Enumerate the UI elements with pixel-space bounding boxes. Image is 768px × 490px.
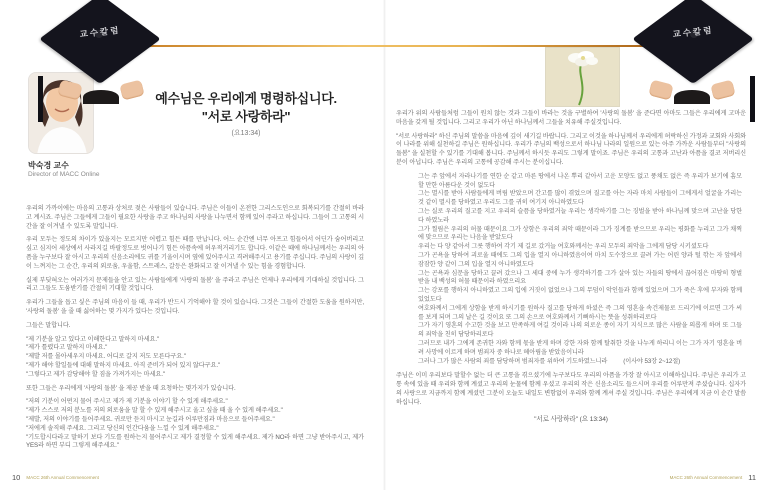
quote-line: "기도합시다라고 말하기 보다 기도를 원하는지 물어주시고 제가 결정할 수 있게 해주세요. 제가 NO라 하면 그냥 받아주시고, 제가 YES라 하면 부디 그렇게 해주세요." xyxy=(26,433,364,450)
hand-icon xyxy=(119,80,144,101)
scripture-verse: 그가 자기 영혼의 수고한 것을 보고 만족하게 여길 것이라 나의 의로운 종이 자기 지식으로 많은 사람을 의롭게 하며 또 그들의 죄악을 친히 담당하리로다 xyxy=(418,322,742,339)
corner-badge-label: 교수칼럼 xyxy=(672,24,714,40)
flower-illustration xyxy=(546,48,619,106)
scripture-verse: 우리는 다 양 같아서 그릇 행하여 각기 제 길로 갔거늘 여호와께서는 우리 모두의 죄악을 그에게 담당 시키셨도다 xyxy=(418,243,709,251)
article-body-right xyxy=(396,110,746,424)
quote-line: "제가 해야 할일들에 대해 말하지 마세요. 아직 준비가 되어 있지 않다구요." xyxy=(26,361,221,369)
scripture-verse-text: 그러나 그가 많은 사람의 죄를 담당하며 범죄자를 위하여 기도하였느니라 xyxy=(418,357,608,365)
scripture-block xyxy=(418,173,742,367)
paragraph: "서로 사랑하라" 하신 주님의 말씀을 마음에 깊이 새기길 바랍니다. 그리고 이것을 하나님께서 우리에게 허락하신 가정과 교회와 사회와 이 나라를 위해 실천하길 주님은 원하십니다. 우리가 주님의 백성으로서 하나님 나라의 일원으로 있는 아주 가까운 사람들부터 "사랑의 돌봄" 을 실천할 수 있기를 기대해 봅니다. 주님께서 하시듯 우리도 그렇게 말이죠. 주님은 우리의 고통과 고난과 아픔을 결코 저버리신 분이 아닙니다. 주님은 우리의 고통에 공감해 주시는 분이십니다. xyxy=(396,132,746,166)
scripture-verse: 그는 주 앞에서 자라나기를 연한 순 같고 마른 땅에서 나온 뿌리 같아서 고운 모양도 없고 풍채도 없은 즉 우리가 보기에 흠모할 만한 아름다운 것이 없도다 xyxy=(418,172,742,189)
graduate-head xyxy=(83,90,119,104)
corner-badge-label: 교수칼럼 xyxy=(79,24,121,40)
center-fold xyxy=(383,0,386,490)
scripture-reference: (이사야 53장 2~12절) xyxy=(623,357,681,365)
scripture-verse: 그는 멸시를 받아 사람들에게 버림 받았으며 간고를 많이 겪었으며 질고를 아는 자라 마치 사람들이 그에게서 얼굴을 가리는 것 같이 멸시를 당하였고 우리도 그를 귀히 여기지 아니하였도다 xyxy=(418,190,742,207)
page-number: 10 xyxy=(12,473,21,482)
hand-icon xyxy=(57,80,82,101)
scripture-verse: 여호와께서 그에게 상함을 받게 하시기를 원하사 질고를 당하게 하셨은 즉 그의 영혼을 속건제물로 드리기에 이르면 그가 씨를 보게 되며 그의 날은 길 것이요 또 그의 손으로 여호와께서 기뻐하시는 뜻을 성취하리로다 xyxy=(418,304,742,321)
paragraph: 우리가 위의 사람들처럼 그들이 원치 않는 것과 그들이 바라는 것을 구별하여 '사랑의 돌봄' 을 준다면 아마도 그들은 우리에게 고마운 마음을 갖게 될 것입니다. 그리고 우리가 아닌 하나님께서 그들을 치유해 주실것입니다. xyxy=(396,110,746,126)
quote-line: "제발, 저의 이야기를 들어주세요. 귀로만 듣지 마시고 눈길과 어루만짐과 마음으로 들어주세요." xyxy=(26,415,275,423)
quote-line: "그렇다고 제가 감당해야 할 짐을 가져가지는 마세요." xyxy=(26,370,165,378)
flower-photo xyxy=(546,48,619,106)
tassel-icon xyxy=(38,76,43,122)
paragraph: 우리의 가까이에는 마음의 고통과 상처로 젖은 사람들이 있습니다. 주님은 이들이 온전한 그리스도인으로 회복되기를 간절히 바라고 계시죠. 주님은 그들에게 그들이 필요한 사랑을 주고 하나님의 사랑을 나누면서 함께 있어 주라고 하십니다. 그들이 그 고통의 시간을 잘 이겨낼 수 있도록 말입니다. xyxy=(26,205,364,230)
scripture-verse: 그는 곤욕과 심문을 당하고 끌려 갔으나 그 세대 중에 누가 생각하기를 그가 살아 있는 자들의 땅에서 끊어짐은 마땅히 형벌 받을 내 백성의 허물 때문이라 하였으리요 xyxy=(418,269,742,286)
graduate-head xyxy=(674,90,710,104)
closing-paragraph: 주님은 이미 우리보다 말할수 없는 더 큰 고통을 겪으셨기에 누구보다도 우리의 아픔을 가장 잘 아시고 이해하십니다. 주님은 우리가 고통 속에 있을 때 우리와 함께 계셨고 우리의 눈물에 함께 우셨고 우리의 작은 신음소리도 들으시며 우리를 어루만져 주셨습니다. 십자가의 사랑으로 지금까지 함께 계셨던 그분이 오늘도 내일도 변함없이 우리와 함께 계셔 주실 것입니다. 주님은 우리에게 지금 이 순간 말씀하십니다. xyxy=(396,372,746,406)
closing-quote: "서로 사랑하라" (요 13:34) xyxy=(534,415,608,423)
scripture-verse-last xyxy=(418,358,742,367)
quote-line: "제가 스스로 저의 분노를 저의 외로움을 말 할 수 있게 해주시고 울고 싶을 때 울 수 있게 해주세요." xyxy=(26,407,283,415)
quote-list-intro: 또한 그들은 우리에게 '사랑의 돌봄' 을 제공 받을 때 요청하는 몇가지가 있습니다. xyxy=(26,384,236,392)
quote-line: "제가 틀렸다고 말하지 마세요." xyxy=(26,344,108,352)
paragraph: 우리가 그들을 돕고 싶은 주님의 마음이 들 때, 우리가 반드시 기억해야 할 것이 있습니다. 그것은 그들이 간절한 도움을 원하지만, '사랑의 돌봄' 을 줄 때 싫어하는 몇 가지가 있다는 것입니다. xyxy=(26,299,364,315)
graduation-cap-decoration-right xyxy=(618,0,768,98)
article-body-left xyxy=(26,205,364,456)
scripture-verse: 그는 실로 우리의 질고를 지고 우리의 슬픔을 당하였거늘 우리는 생각하기를 그는 징벌을 받아 하나님께 맞으며 고난을 당한다 하였노라 xyxy=(418,207,742,224)
quote-line: "저에게 솔직해 주세요. 그리고 당신의 인간다움을 느낄 수 있게 해주세요." xyxy=(26,424,219,432)
quote-line: "제 기분을 알고 있다고 이해한다고 말하지 마세요." xyxy=(26,335,160,343)
quote-list xyxy=(26,336,364,380)
author-name: 박숙경 교수 xyxy=(28,161,69,170)
page-footer-right xyxy=(670,473,756,482)
footer-text: MACC 26th Annual Commencement xyxy=(669,475,743,480)
hand-icon xyxy=(648,80,673,101)
author-role: Director of MACC Online xyxy=(28,171,100,178)
paragraph: 실제 부딪혀오는 여러가지 문제들을 안고 있는 사람들에게 '사랑의 돌봄' 을 주라고 주님은 언제나 우리에게 기대하실 것입니다. 그리고 그들도 도움받기를 간절히 기대할 것입니다. xyxy=(26,276,364,293)
scripture-verse: 그가 찔림은 우리의 허물 때문이요 그가 상함은 우리의 죄악 때문이라 그가 징계를 받으므로 우리는 평화를 누리고 그가 채찍에 맞으므로 우리는 나음을 받았도다 xyxy=(418,225,742,242)
article-title-line2: "서로 사랑하라" xyxy=(201,108,291,124)
scripture-verse: 그가 곤욕을 당하여 괴로울 때에도 그의 입을 열지 아니하였음이여 마치 도수장으로 끌려 가는 어린 양과 털 깎는 자 앞에서 잠잠한 양 같이 그의 입을 열지 아니하였도다 xyxy=(418,251,742,268)
quote-line: "저의 기분이 어떤지 물어 주시고 제가 제 기분을 이야기 할 수 있게 해주세요." xyxy=(26,398,228,406)
scripture-verse: 그는 강포를 행하지 아니하였고 그의 입에 거짓이 없었으나 그의 무덤이 악인들과 함께 있었으며 그가 죽은 후에 부자와 함께 있었도다 xyxy=(418,287,742,303)
graduation-cap-decoration-left xyxy=(25,0,175,98)
hand-icon xyxy=(710,80,735,101)
quote-line: "제발 저를 몰아세우지 마세요. 어디로 갈지 저도 모른다구요." xyxy=(26,353,186,361)
quote-list-intro: 그들은 말합니다. xyxy=(26,321,71,329)
paragraph: 우리 모두는 정도의 차이가 있을지는 모르지만 어렵고 힘든 때를 만납니다. 어느 순간엔 너무 아프고 힘들어서 어딘가 숨어버리고 싶고 심지어 세상에서 사라지길 바랄정도로 벗어나기 힘든 아픔속에 허우적거리기도 합니다. 이같은 때에 하나님께서는 우리의 아픔을 누구보다 잘 아시고 우리의 신음소리에도 귀를 기울이시며 옆에 있어주시고 격려해주시고 용기를 주십니다. 주님의 사랑이 깊이 느껴지는 그 순간, 우리의 외로움, 우울함, 스트레스, 갈등은 완화되고 잘 이겨낼 수 있는 힘을 경험합니다. xyxy=(26,236,364,270)
page-footer-left xyxy=(12,473,99,482)
tassel-icon xyxy=(750,76,755,122)
scripture-reference: (요13:34) xyxy=(231,130,261,138)
footer-text: MACC 26th Annual Commencement xyxy=(26,475,99,480)
page-number: 11 xyxy=(748,473,756,482)
scripture-verse: 그러므로 내가 그에게 존귀한 자와 함께 몫을 받게 하며 강한 자와 함께 탈취한 것을 나누게 하리니 이는 그가 자기 영혼을 버려 사망에 이르게 하며 범죄자 중 하나로 헤아림을 받았음이니라 xyxy=(418,339,742,356)
article-title-line1: 예수님은 우리에게 명령하십니다. xyxy=(155,91,337,106)
quote-list xyxy=(26,398,364,451)
